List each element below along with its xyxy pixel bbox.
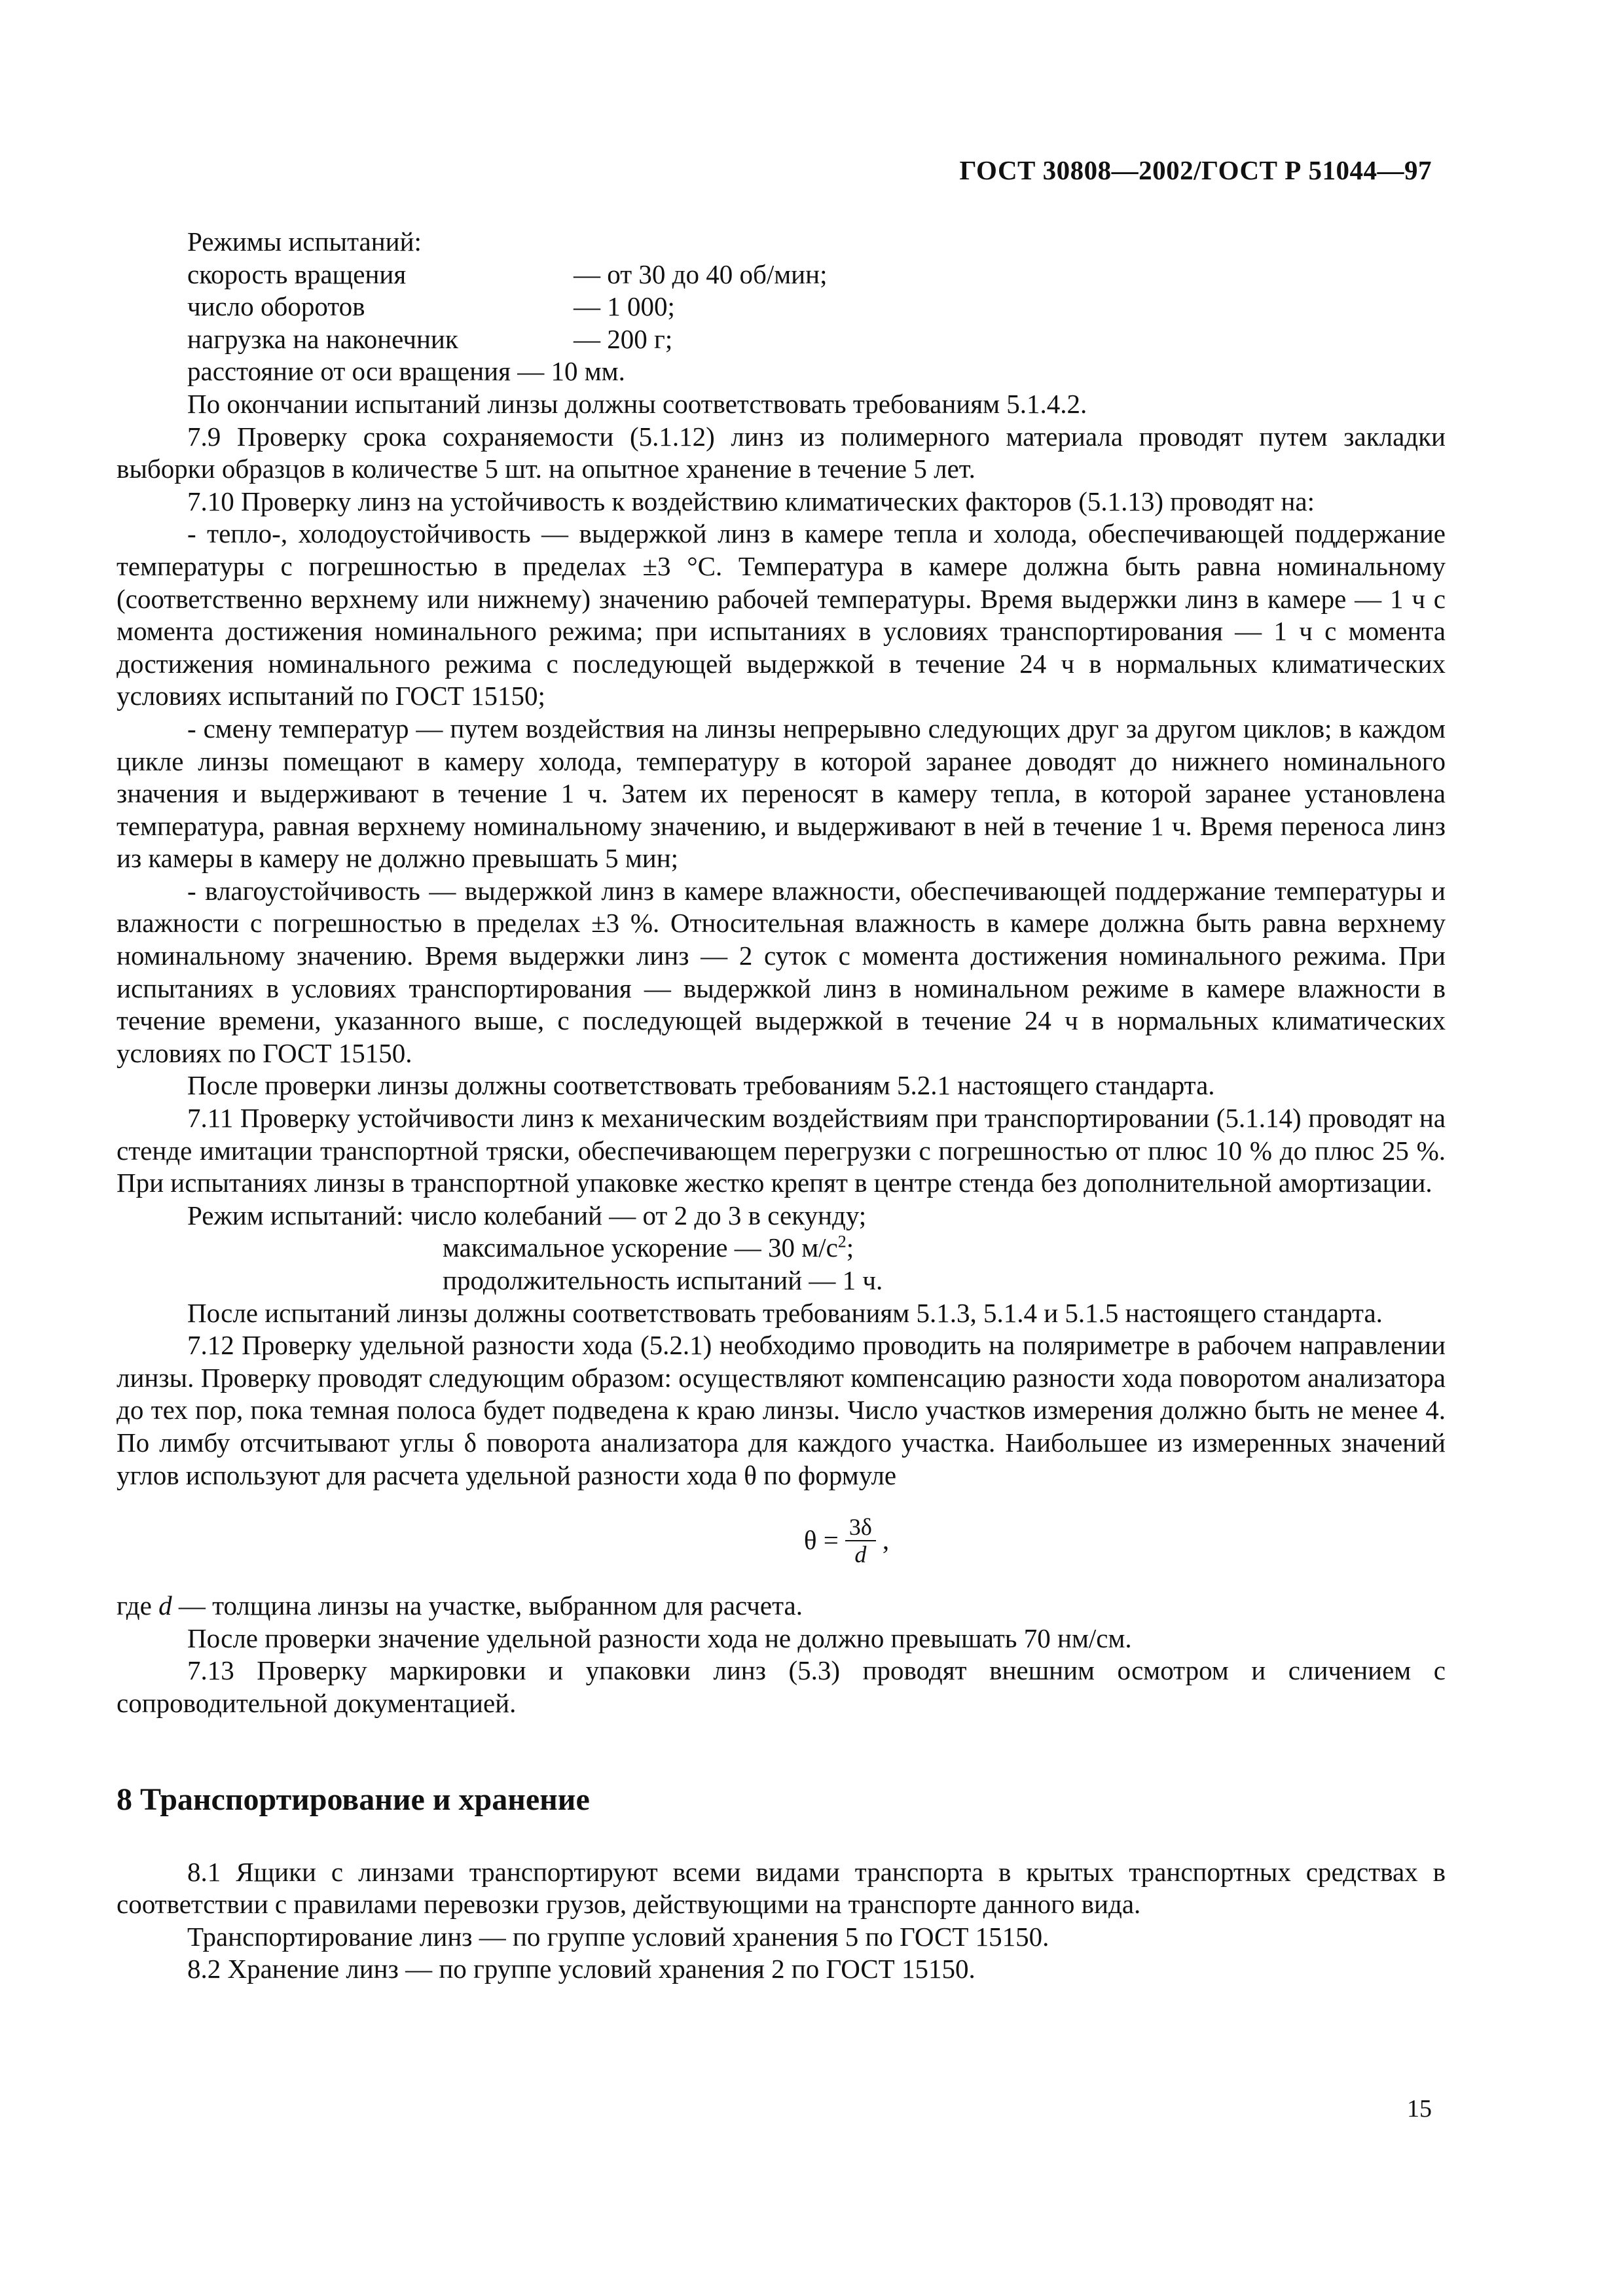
formula bbox=[247, 1492, 1446, 1590]
paragraph: После проверки значение удельной разности хода не должно превышать 70 нм/см. bbox=[187, 1623, 1132, 1653]
paragraph-7-11: 7.11 Проверку устойчивости линз к механическим воздействиям при транспортировании (5.1.14) проводят на стенде имитации транспортной тряски, обеспечивающем перегрузки с погрешностью от плюс 10 % до плюс 25 %. При испытаниях линзы в транспортной упаковке жестко крепят в центре стенда без дополнительной амортизации. bbox=[117, 1103, 1446, 1198]
paragraph-7-10: 7.10 Проверку линз на устойчивость к воздействию климатических факторов (5.1.13) проводят на: bbox=[187, 486, 1315, 516]
formula-fraction bbox=[845, 1514, 876, 1568]
mode-distance: расстояние от оси вращения — 10 мм. bbox=[187, 356, 625, 387]
test-mode-label: Режим испытаний: bbox=[187, 1200, 404, 1230]
paragraph: После испытаний линзы должны соответствовать требованиям 5.1.3, 5.1.4 и 5.1.5 настоящего стандарта. bbox=[187, 1297, 1383, 1328]
modes-title: Режимы испытаний: bbox=[187, 226, 422, 257]
where-clause: где d — толщина линзы на участке, выбранном для расчета. bbox=[117, 1590, 803, 1621]
mode-value: — 200 г; bbox=[574, 323, 673, 354]
paragraph-7-10-humidity: - влагоустойчивость — выдержкой линз в камере влажности, обеспечивающей поддержание температуры и влажности с погрешностью в пределах ±3 %. Относительная влажность в камере должна быть равна верхнему номинальному значению. Время выдержки линз — 2 суток с момента достижения номинального режима. При испытаниях в условиях транспортирования — выдержкой линз в номинальном режиме в камере влажности в течение времени, указанного выше, с последующей выдержкой в течение 24 ч в нормальных климатических условиях по ГОСТ 15150. bbox=[117, 875, 1446, 1068]
paragraph: Транспортирование линз — по группе условий хранения 5 по ГОСТ 15150. bbox=[187, 1921, 1049, 1952]
test-mode-block bbox=[117, 1200, 1446, 1297]
page-number: 15 bbox=[1407, 2095, 1432, 2123]
mode-row bbox=[117, 291, 1446, 323]
paragraph-7-12: 7.12 Проверку удельной разности хода (5.2.1) необходимо проводить на поляриметре в рабочем направлении линзы. Проверку проводят следующим образом: осуществляют компенсацию разности хода поворотом анализатора до тех пор, пока темная полоса будет подведена к краю линзы. Число участков измерения должно быть не менее 4. По лимбу отсчитывают углы δ поворота анализатора для каждого участка. Наибольшее из измеренных значений углов используют для расчета удельной разности хода θ по формуле bbox=[117, 1330, 1446, 1490]
mode-row bbox=[117, 323, 1446, 356]
formula-denominator: d bbox=[854, 1541, 867, 1568]
mode-value: — 1 000; bbox=[574, 291, 675, 322]
mode-label: нагрузка на наконечник bbox=[187, 323, 458, 354]
section-heading: 8 Транспортирование и хранение bbox=[117, 1782, 590, 1817]
formula-lhs: θ = bbox=[803, 1525, 839, 1556]
mode-value: — от 30 до 40 об/мин; bbox=[574, 259, 828, 289]
mode-label: скорость вращения bbox=[187, 259, 407, 289]
paragraph: После проверки линзы должны соответствовать требованиям 5.2.1 настоящего стандарта. bbox=[187, 1070, 1215, 1101]
formula-tail: , bbox=[882, 1525, 890, 1556]
paragraph: По окончании испытаний линзы должны соответствовать требованиям 5.1.4.2. bbox=[187, 388, 1087, 419]
document-body bbox=[117, 226, 1446, 1986]
paragraph-7-9: 7.9 Проверку срока сохраняемости (5.1.12) линз из полимерного материала проводят путем закладки выборки образцов в количестве 5 шт. на опытное хранение в течение 5 лет. bbox=[117, 421, 1446, 484]
paragraph-8-2: 8.2 Хранение линз — по группе условий хранения 2 по ГОСТ 15150. bbox=[187, 1954, 976, 1984]
test-mode-value: максимальное ускорение — 30 $м/с^2$; bbox=[443, 1232, 854, 1263]
paragraph-7-10-temp: - смену температур — путем воздействия на линзы непрерывно следующих друг за другом циклов; в каждом цикле линзы помещают в камеру холода, температуру в которой заранее доводят до нижнего номинального значения и выдерживают в течение 1 ч. Затем их переносят в камеру тепла, в которой заранее установлена температура, равная верхнему номинальному значению, и выдерживают в ней в течение 1 ч. Время переноса линз из камеры в камеру не должно превышать 5 мин; bbox=[117, 713, 1446, 874]
mode-row bbox=[117, 259, 1446, 291]
test-mode-value: число колебаний — от 2 до 3 в секунду; bbox=[410, 1200, 867, 1230]
formula-numerator: 3δ bbox=[845, 1514, 876, 1541]
paragraph-7-10-heat: - тепло-, холодоустойчивость — выдержкой линз в камере тепла и холода, обеспечивающей поддержание температуры с погрешностью в пределах ±3 °С. Температура в камере должна быть равна номинальному (соответственно верхнему или нижнему) значению рабочей температуры. Время выдержки линз в камере — 1 ч с момента достижения номинального режима; при испытаниях в условиях транспортирования — 1 ч с момента достижения номинального режима с последующей выдержкой в течение 24 ч в нормальных климатических условиях испытаний по ГОСТ 15150; bbox=[117, 518, 1446, 711]
mode-label: число оборотов bbox=[187, 291, 365, 322]
page-header: ГОСТ 30808—2002/ГОСТ Р 51044—97 bbox=[959, 155, 1432, 185]
paragraph-8-1: 8.1 Ящики с линзами транспортируют всеми видами транспорта в крытых транспортных средствах в соответствии с правилами перевозки грузов, действующими на транспорте данного вида. bbox=[117, 1856, 1446, 1920]
paragraph-7-13: 7.13 Проверку маркировки и упаковки линз (5.3) проводят внешним осмотром и сличением с сопроводительной документацией. bbox=[117, 1655, 1446, 1718]
test-mode-value: продолжительность испытаний — 1 ч. bbox=[443, 1265, 883, 1295]
